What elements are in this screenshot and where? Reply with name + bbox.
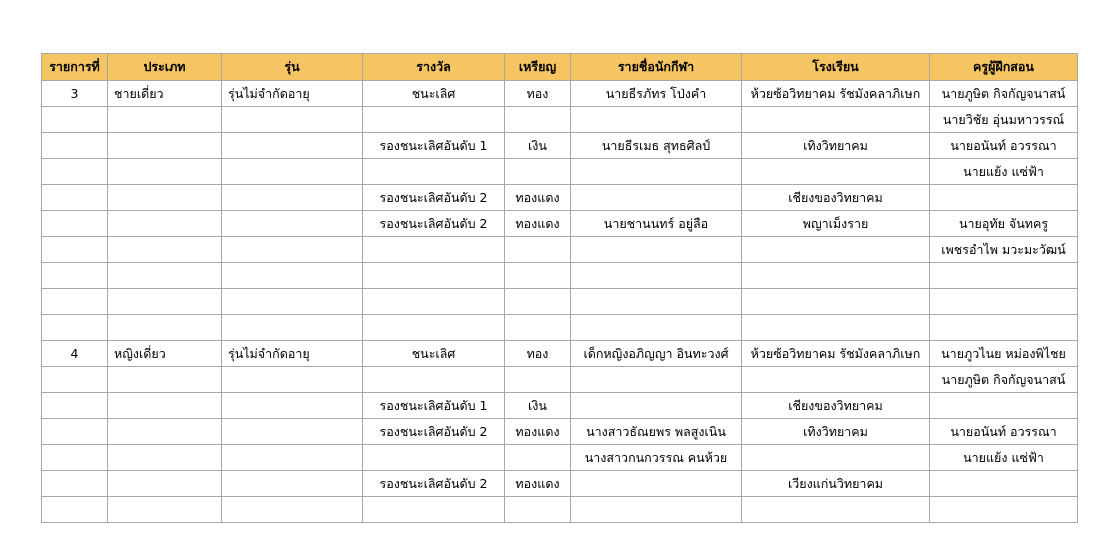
table-row — [42, 263, 1078, 289]
division-cell[interactable] — [222, 185, 363, 211]
division-cell[interactable] — [222, 471, 363, 497]
coach-cell[interactable]: นายอุทัย จันทครู — [930, 211, 1078, 237]
athlete-cell[interactable] — [571, 107, 742, 133]
division-cell[interactable]: รุ่นไม่จำกัดอายุ — [222, 81, 363, 107]
medal-cell[interactable] — [505, 445, 571, 471]
medal-cell[interactable] — [505, 107, 571, 133]
item-no-cell[interactable] — [42, 237, 108, 263]
category-cell[interactable]: ชายเดี่ยว — [108, 81, 222, 107]
division-cell[interactable] — [222, 289, 363, 315]
medal-cell[interactable] — [505, 497, 571, 523]
award-cell[interactable]: รองชนะเลิศอันดับ 2 — [363, 471, 505, 497]
table-row — [42, 133, 1078, 159]
athlete-cell[interactable] — [571, 159, 742, 185]
medal-cell[interactable]: ทองแดง — [505, 185, 571, 211]
table-row — [42, 497, 1078, 523]
athlete-cell[interactable]: นายธีรภัทร โป่งคำ — [571, 81, 742, 107]
table-row — [42, 159, 1078, 185]
header-category[interactable]: ประเภท — [108, 54, 222, 81]
award-cell[interactable] — [363, 497, 505, 523]
category-cell[interactable] — [108, 263, 222, 289]
medal-cell[interactable]: เงิน — [505, 133, 571, 159]
item-no-cell[interactable] — [42, 211, 108, 237]
header-athlete[interactable]: รายชื่อนักกีฬา — [571, 54, 742, 81]
award-cell[interactable] — [363, 445, 505, 471]
school-cell[interactable]: ห้วยซ้อวิทยาคม รัชมังคลาภิเษก — [742, 81, 930, 107]
item-no-cell[interactable] — [42, 315, 108, 341]
medal-cell[interactable]: ทอง — [505, 341, 571, 367]
school-cell[interactable] — [742, 289, 930, 315]
division-cell[interactable] — [222, 159, 363, 185]
school-cell[interactable]: เชียงของวิทยาคม — [742, 393, 930, 419]
coach-cell[interactable]: นายวิชัย อุ่นมหาวรรณ์ — [930, 107, 1078, 133]
athlete-cell[interactable] — [571, 263, 742, 289]
table-row — [42, 471, 1078, 497]
award-cell[interactable]: รองชนะเลิศอันดับ 2 — [363, 211, 505, 237]
table-row — [42, 315, 1078, 341]
category-cell[interactable] — [108, 367, 222, 393]
award-cell[interactable]: รองชนะเลิศอันดับ 2 — [363, 185, 505, 211]
coach-cell[interactable]: นายภูษิต กิจกัญจนาสน์ — [930, 367, 1078, 393]
award-cell[interactable]: ชนะเลิศ — [363, 81, 505, 107]
header-row — [42, 54, 1078, 81]
item-no-cell[interactable] — [42, 159, 108, 185]
item-no-cell[interactable] — [42, 185, 108, 211]
item-no-cell[interactable] — [42, 107, 108, 133]
school-cell[interactable] — [742, 159, 930, 185]
table-row — [42, 419, 1078, 445]
coach-cell[interactable]: นายภูวไนย หม่องพิไชย — [930, 341, 1078, 367]
category-cell[interactable] — [108, 445, 222, 471]
category-cell[interactable] — [108, 237, 222, 263]
coach-cell[interactable] — [930, 471, 1078, 497]
header-school[interactable]: โรงเรียน — [742, 54, 930, 81]
item-no-cell[interactable]: 4 — [42, 341, 108, 367]
coach-cell[interactable] — [930, 393, 1078, 419]
medal-cell[interactable] — [505, 159, 571, 185]
header-award[interactable]: รางวัล — [363, 54, 505, 81]
athlete-cell[interactable] — [571, 237, 742, 263]
school-cell[interactable] — [742, 367, 930, 393]
coach-cell[interactable]: นายอนันท์ อวรรณา — [930, 419, 1078, 445]
medal-cell[interactable] — [505, 289, 571, 315]
award-cell[interactable]: ชนะเลิศ — [363, 341, 505, 367]
division-cell[interactable] — [222, 393, 363, 419]
item-no-cell[interactable] — [42, 445, 108, 471]
coach-cell[interactable] — [930, 185, 1078, 211]
category-cell[interactable] — [108, 185, 222, 211]
award-cell[interactable] — [363, 263, 505, 289]
coach-cell[interactable]: นายภูษิต กิจกัญจนาสน์ — [930, 81, 1078, 107]
athlete-cell[interactable]: นายธีรเมธ สุทธศิลป์ — [571, 133, 742, 159]
table-row — [42, 341, 1078, 367]
category-cell[interactable] — [108, 107, 222, 133]
category-cell[interactable] — [108, 133, 222, 159]
division-cell[interactable] — [222, 107, 363, 133]
school-cell[interactable] — [742, 315, 930, 341]
coach-cell[interactable] — [930, 263, 1078, 289]
award-cell[interactable] — [363, 289, 505, 315]
category-cell[interactable] — [108, 393, 222, 419]
medal-cell[interactable] — [505, 263, 571, 289]
athlete-cell[interactable] — [571, 315, 742, 341]
table-row — [42, 211, 1078, 237]
category-cell[interactable] — [108, 419, 222, 445]
award-cell[interactable] — [363, 367, 505, 393]
medal-cell[interactable]: ทองแดง — [505, 211, 571, 237]
category-cell[interactable] — [108, 159, 222, 185]
table-row — [42, 107, 1078, 133]
coach-cell[interactable] — [930, 497, 1078, 523]
header-item-no[interactable]: รายการที่ — [42, 54, 108, 81]
athlete-cell[interactable] — [571, 185, 742, 211]
coach-cell[interactable]: นายแย้ง แซ่ฟ้า — [930, 159, 1078, 185]
division-cell[interactable] — [222, 419, 363, 445]
athlete-cell[interactable] — [571, 393, 742, 419]
item-no-cell[interactable]: 3 — [42, 81, 108, 107]
school-cell[interactable]: เวียงแก่นวิทยาคม — [742, 471, 930, 497]
category-cell[interactable] — [108, 289, 222, 315]
category-cell[interactable] — [108, 315, 222, 341]
division-cell[interactable] — [222, 263, 363, 289]
table-row — [42, 393, 1078, 419]
medal-cell[interactable]: ทอง — [505, 81, 571, 107]
category-cell[interactable] — [108, 211, 222, 237]
school-cell[interactable] — [742, 107, 930, 133]
division-cell[interactable] — [222, 445, 363, 471]
table-row — [42, 185, 1078, 211]
medal-cell[interactable]: เงิน — [505, 393, 571, 419]
school-cell[interactable]: เชียงของวิทยาคม — [742, 185, 930, 211]
coach-cell[interactable]: นายแย้ง แซ่ฟ้า — [930, 445, 1078, 471]
table-row — [42, 445, 1078, 471]
coach-cell[interactable]: เพชรอำไพ มวะมะวัฒน์ — [930, 237, 1078, 263]
award-cell[interactable] — [363, 107, 505, 133]
athlete-cell[interactable]: นางสาวกนกวรรณ คนห้วย — [571, 445, 742, 471]
athlete-cell[interactable]: นายชานนทร์ อยู่ลือ — [571, 211, 742, 237]
item-no-cell[interactable] — [42, 497, 108, 523]
medal-cell[interactable] — [505, 315, 571, 341]
category-cell[interactable]: หญิงเดี่ยว — [108, 341, 222, 367]
item-no-cell[interactable] — [42, 471, 108, 497]
division-cell[interactable] — [222, 497, 363, 523]
header-coach[interactable]: ครูผู้ฝึกสอน — [930, 54, 1078, 81]
award-cell[interactable]: รองชนะเลิศอันดับ 1 — [363, 393, 505, 419]
award-cell[interactable] — [363, 315, 505, 341]
division-cell[interactable]: รุ่นไม่จำกัดอายุ — [222, 341, 363, 367]
school-cell[interactable]: เทิงวิทยาคม — [742, 419, 930, 445]
item-no-cell[interactable] — [42, 393, 108, 419]
award-cell[interactable] — [363, 237, 505, 263]
athlete-cell[interactable]: นางสาวธัณยพร พลสูงเนิน — [571, 419, 742, 445]
division-cell[interactable] — [222, 315, 363, 341]
item-no-cell[interactable] — [42, 367, 108, 393]
medal-cell[interactable]: ทองแดง — [505, 419, 571, 445]
medal-cell[interactable] — [505, 367, 571, 393]
coach-cell[interactable] — [930, 289, 1078, 315]
school-cell[interactable]: ห้วยซ้อวิทยาคม รัชมังคลาภิเษก — [742, 341, 930, 367]
division-cell[interactable] — [222, 133, 363, 159]
item-no-cell[interactable] — [42, 263, 108, 289]
division-cell[interactable] — [222, 237, 363, 263]
header-division[interactable]: รุ่น — [222, 54, 363, 81]
category-cell[interactable] — [108, 471, 222, 497]
category-cell[interactable] — [108, 497, 222, 523]
athlete-cell[interactable] — [571, 367, 742, 393]
athlete-cell[interactable] — [571, 471, 742, 497]
medal-cell[interactable]: ทองแดง — [505, 471, 571, 497]
school-cell[interactable]: พญาเม็งราย — [742, 211, 930, 237]
table-row — [42, 81, 1078, 107]
medal-cell[interactable] — [505, 237, 571, 263]
athlete-cell[interactable]: เด็กหญิงอภิญญา อินทะวงศ์ — [571, 341, 742, 367]
division-cell[interactable] — [222, 367, 363, 393]
table-row — [42, 367, 1078, 393]
school-cell[interactable]: เทิงวิทยาคม — [742, 133, 930, 159]
school-cell[interactable] — [742, 497, 930, 523]
table-row — [42, 237, 1078, 263]
award-cell[interactable] — [363, 159, 505, 185]
award-cell[interactable]: รองชนะเลิศอันดับ 2 — [363, 419, 505, 445]
header-medal[interactable]: เหรียญ — [505, 54, 571, 81]
coach-cell[interactable] — [930, 315, 1078, 341]
item-no-cell[interactable] — [42, 133, 108, 159]
athlete-cell[interactable] — [571, 497, 742, 523]
school-cell[interactable] — [742, 237, 930, 263]
results-table — [41, 53, 1078, 523]
school-cell[interactable] — [742, 445, 930, 471]
item-no-cell[interactable] — [42, 419, 108, 445]
item-no-cell[interactable] — [42, 289, 108, 315]
division-cell[interactable] — [222, 211, 363, 237]
coach-cell[interactable]: นายอนันท์ อวรรณา — [930, 133, 1078, 159]
school-cell[interactable] — [742, 263, 930, 289]
athlete-cell[interactable] — [571, 289, 742, 315]
award-cell[interactable]: รองชนะเลิศอันดับ 1 — [363, 133, 505, 159]
table-row — [42, 289, 1078, 315]
